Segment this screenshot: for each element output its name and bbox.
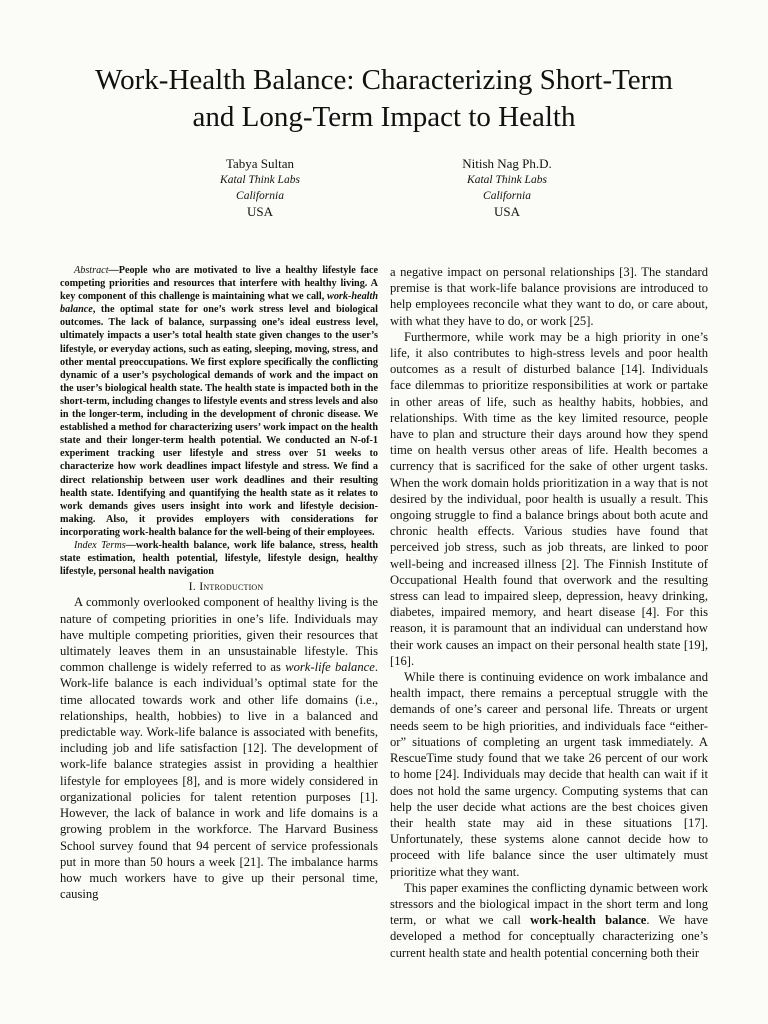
abstract-text-b: , the optimal state for one’s work stress level and biological outcomes. The lack of balance, surpassing one’s ideal eustress level, ultimately impacts a user’s total health state given changes to the user’s lifestyle, or everyday actions, such as eating, sleeping, moving, stress, and other mental preoccupations. We first explore specifically the conflicting dynamic of a user’s psychological demands of work and the impact on the user’s biological health state. The health state is impacted both in the short-term, including changes to lifestyle events and stress levels and also in the longer-term, including in the development of chronic disease. We established a method for characterizing users’ work impact on the health state and their longer-term health potential. We conducted an N-of-1 experiment tracking user lifestyle and stress over 51 weeks to characterize how work deadlines impact lifestyle and stress. We find a direct relationship between user work deadlines and their resulting health state. Identifying and quantifying the health state as it relates to work demands gives users insight into work and lifestyle decision-making. Also, it provides employers with considerations for incorporating work-health balance for the well-being of their employees. xyxy=(60,304,378,538)
author-affiliation: Katal Think Labs xyxy=(220,174,300,186)
author-name: Tabya Sultan xyxy=(225,156,295,171)
body-term: work-health balance xyxy=(530,913,647,928)
left-column xyxy=(60,264,378,902)
abstract-term: work-health balance xyxy=(60,291,378,316)
index-terms: Index Terms—work-health balance, work life balance, stress, health state estimation, health potential, lifestyle, lifestyle design, healthy lifestyle, personal health navigation xyxy=(60,539,379,578)
index-terms-label: Index Terms xyxy=(74,539,126,551)
paper-title xyxy=(40,62,728,136)
section-heading xyxy=(60,578,378,594)
title-line-1: Work-Health Balance: Characterizing Short-Term xyxy=(95,64,673,96)
author-name: Nitish Nag Ph.D. xyxy=(462,156,552,171)
intro-paragraph xyxy=(60,594,378,902)
author-affiliation: Katal Think Labs xyxy=(467,174,547,186)
title-line-2: and Long-Term Impact to Health xyxy=(192,101,576,133)
intro-text-b: . Work-life balance is each individual’s optimal state for the time allocated towards work and other life domains (i.e., relationships, health, hobbies) to live in a balanced and predictable way. Work-life balance is associated with benefits, including job and life satisfaction [12]. The development of work-life balance strategies assist in providing a healthier lifestyle for employees [8], and is more widely considered in organizational policies for talent retention purposes [1]. However, the lack of balance in work and life domains is a growing problem in the workforce. The Harvard Business School survey found that 94 percent of service professionals put in more than 50 hours a week [21]. The imbalance harms how much workers have to give up their personal time, causing xyxy=(60,660,378,902)
body-paragraph: While there is continuing evidence on work imbalance and health impact, there remains a perceptual struggle with the demands of one’s career and personal life. Threats or urgent needs seem to be high priorities, and individuals face “either-or” situations of completing an urgent task immediately. A RescueTime study found that we take 26 percent of our work to home [24]. Individuals may decide that health can wait if it does not hold the same urgency. Computing systems that can help the user decide what actions are the best choices given their health state may aid in these situations [17]. Unfortunately, these systems alone cannot decide how to proceed with life balance since the user ultimately must prioritize what they want. xyxy=(390,670,708,879)
abstract: Abstract—People who are motivated to live a healthy lifestyle face competing priorities and resources that interfere with healthy living. A key component of this challenge is maintaining what we call, work-health balance, the optimal state for one’s work stress level and biological outcomes. The lack of balance, surpassing one’s ideal eustress level, ultimately impacts a user’s total health state given changes to the user’s lifestyle, or everyday actions, such as eating, sleeping, moving, stress, and other mental preoccupations. We first explore specifically the conflicting dynamic of a user’s psychological demands of work and the impact on the user’s biological health state. The health state is impacted both in the short-term, including changes to lifestyle events and stress levels and also in the longer-term, including in the development of chronic disease. We established a method for characterizing users’ work impact on the health state and their longer-term health potential. We conducted an N-of-1 experiment tracking user lifestyle and stress over 51 weeks to characterize how work deadlines impact lifestyle and stress. We find a direct relationship between user work deadlines and their resulting health state. Identifying and quantifying the health state as it relates to work demands gives users insight into work and lifestyle decision-making. Also, it provides employers with considerations for incorporating work-health balance for the well-being of their employees. xyxy=(60,265,378,538)
section-number: I. xyxy=(188,579,200,594)
author-block-1 xyxy=(130,156,390,220)
body-paragraph-continued: a negative impact on personal relationships [3]. The standard premise is that work-life balance provisions are introduced to help employees reconcile what they want to do, or care about, with what they have to do, or work [25]. xyxy=(390,265,708,328)
body-paragraph: Furthermore, while work may be a high priority in one’s life, it also contributes to high-stress levels and poor health outcomes as a result of disturbed balance [14]. Individuals face dilemmas to prioritize responsibilities at work or partake in other areas of life, such as healthy habits, hobbies, and relationships. With time as the key limited resource, people have to plan and structure their days around how they spend time on health versus other areas of life. Health becomes a currency that is sacrificed for the sake of other urgent tasks. When the work domain holds prioritization in a way that is not desired by the individual, poor health is usually a result. This ongoing struggle to find a balance brings about both acute and chronic health effects. Various studies have found that perceived job stress, such as job threats, are linked to poor well-being and increased illness [2]. The Finnish Institute of Occupational Health found that overwork and the resulting stress can lead to impaired sleep, depression, heavy drinking, diabetes, impaired memory, and heart disease [4]. For this reason, it is paramount that an individual can understand how their work causes an impact on their personal health state [19], [16]. xyxy=(390,329,708,668)
body-text-b: . We have developed a method for conceptually characterizing one’s current health state and health potential concerning both their xyxy=(390,913,708,960)
index-terms-text: work-health balance, work life balance, stress, health state estimation, health potential, lifestyle, lifestyle design, healthy lifestyle, personal health navigation xyxy=(60,539,379,578)
right-column xyxy=(390,264,708,961)
author-country: USA xyxy=(246,204,273,219)
author-city: California xyxy=(236,190,284,202)
author-block-2 xyxy=(377,156,637,220)
body-paragraph xyxy=(390,880,708,961)
intro-text-a: A commonly overlooked component of healthy living is the nature of competing priorities in one’s life. Individuals may have multiple competing priorities, given their resources that ultimately leaves them in an unsustainable lifestyle. This common challenge is widely referred to as xyxy=(60,595,378,675)
body-text-a: This paper examines the conflicting dynamic between work stressors and the biological impact in the short term and long term, or what we call xyxy=(390,880,708,928)
intro-term: work-life balance xyxy=(285,660,375,675)
author-city: California xyxy=(483,190,531,202)
section-title: Introduction xyxy=(199,579,264,594)
abstract-label: Abstract xyxy=(74,265,109,276)
author-country: USA xyxy=(493,204,520,219)
abstract-text-a: People who are motivated to live a healthy lifestyle face competing priorities and resources that interfere with healthy living. A key component of this challenge is maintaining what we call, xyxy=(60,265,378,303)
